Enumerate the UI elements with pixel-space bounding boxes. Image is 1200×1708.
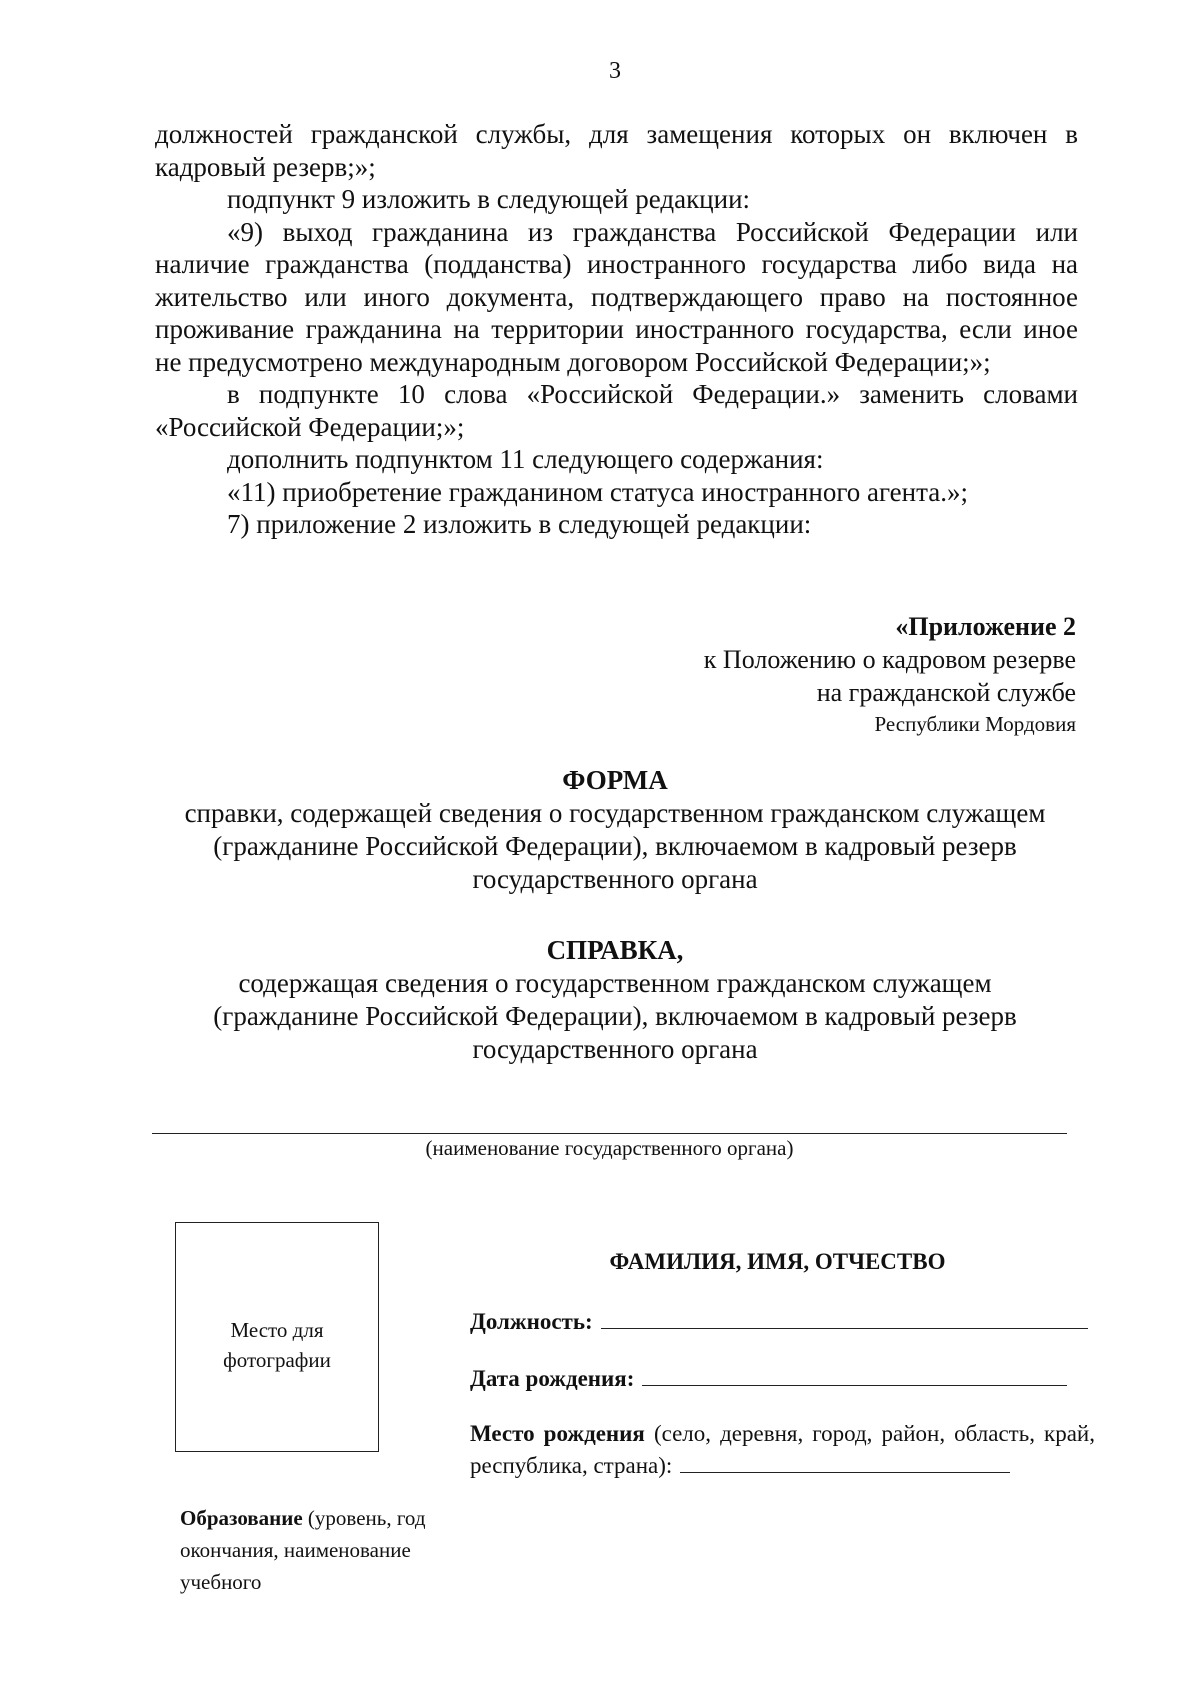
forma-heading: ФОРМА: [562, 765, 668, 795]
page-number: 3: [609, 58, 621, 84]
education-label: Образование: [180, 1506, 303, 1530]
paragraph-6: «11) приобретение гражданином статуса иностранного агента.»;: [227, 476, 968, 507]
paragraph-5: дополнить подпунктом 11 следующего содержания:: [227, 444, 824, 474]
birth-place-label: Место рождения: [470, 1421, 645, 1446]
birth-date-field: [470, 1363, 1067, 1392]
forma-line-1: справки, содержащей сведения о государственном гражданском служащем: [184, 798, 1046, 828]
fio-heading: ФАМИЛИЯ, ИМЯ, ОТЧЕСТВО: [609, 1249, 946, 1274]
birth-place-field: [470, 1418, 1095, 1482]
appendix-line-2: на гражданской службе: [816, 678, 1076, 707]
forma-line-2: (гражданине Российской Федерации), включаемом в кадровый резерв: [213, 831, 1017, 861]
photo-label: [176, 1315, 378, 1375]
birth-place-hint: (село, деревня, город, район, область, край, республика, страна):: [470, 1421, 1095, 1478]
photo-label-line-2: фотографии: [223, 1348, 331, 1372]
paragraph-2: подпункт 9 изложить в следующей редакции:: [227, 184, 751, 214]
education-hint: (уровень, год окончания, наименование учебного: [180, 1506, 426, 1594]
spravka-line-1: содержащая сведения о государственном гражданском служащем: [238, 968, 992, 998]
paragraph-1: должностей гражданской службы, для замещения которых он включен в кадровый резерв;»;: [155, 119, 1078, 182]
paragraph-3: «9) выход гражданина из гражданства Российской Федерации или наличие гражданства (подданства) иностранного государства либо вида на жительство или иного документа, подтверждающего право на постоянное проживание гражданина на территории иностранного государства, если иное не предусмотрено международным договором Российской Федерации;»;: [155, 216, 1078, 377]
org-name-caption: (наименование государственного органа): [425, 1136, 794, 1160]
appendix-line-1: к Положению о кадровом резерве: [703, 645, 1076, 674]
org-name-line: [152, 1133, 1067, 1134]
appendix-title: «Приложение 2: [895, 612, 1076, 641]
forma-block: [150, 764, 1080, 896]
paragraph-7: 7) приложение 2 изложить в следующей редакции:: [227, 509, 812, 539]
position-label: Должность:: [470, 1309, 593, 1334]
spravka-block: [150, 934, 1080, 1066]
spravka-heading: СПРАВКА,: [546, 935, 684, 965]
position-field: [470, 1306, 1088, 1335]
position-input-line[interactable]: [601, 1306, 1088, 1329]
photo-label-line-1: Место для: [230, 1318, 324, 1342]
education-field: [180, 1502, 440, 1598]
appendix-header: [704, 610, 1076, 739]
photo-placeholder: [175, 1222, 379, 1452]
paragraph-4: в подпункте 10 слова «Российской Федерации.» заменить словами «Российской Федерации;»;: [155, 379, 1078, 442]
appendix-line-3: Республики Мордовия: [874, 712, 1076, 736]
spravka-line-3: государственного органа: [472, 1034, 758, 1064]
birth-date-label: Дата рождения:: [470, 1366, 635, 1391]
forma-line-3: государственного органа: [472, 864, 758, 894]
birth-place-input-line[interactable]: [680, 1450, 1010, 1473]
body-text: [155, 118, 1078, 541]
spravka-line-2: (гражданине Российской Федерации), включаемом в кадровый резерв: [213, 1001, 1017, 1031]
birth-date-input-line[interactable]: [642, 1363, 1067, 1386]
